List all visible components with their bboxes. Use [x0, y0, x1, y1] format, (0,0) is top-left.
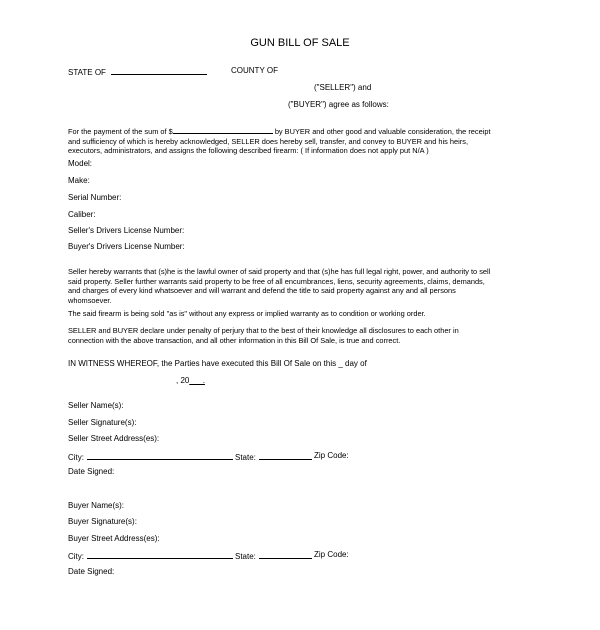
buyer-city-label: City:	[68, 552, 84, 561]
buyer-state-label: State:	[235, 552, 256, 561]
buyer-state-row	[235, 550, 312, 562]
state-row	[68, 66, 207, 78]
payment-paragraph	[68, 125, 528, 156]
payment-line-1	[68, 125, 528, 137]
field-model: Model:	[68, 159, 93, 168]
state-label: STATE OF	[68, 68, 106, 77]
payment-line-1-rest: by BUYER and other good and valuable consideration, the receipt	[272, 127, 491, 136]
seller-city-label: City:	[68, 453, 84, 462]
buyer-date-label: Date Signed:	[68, 567, 115, 576]
warranty-line-2: said property. Seller further warrants said property to be free of all encumbrances, liens, security agreements, claims, demands,	[68, 276, 485, 286]
seller-state-label: State:	[235, 453, 256, 462]
warranty-line-3: and charges of every kind whatsoever and will warrant and defend the title to said property against any and all persons	[68, 286, 456, 296]
seller-signature-label: Seller Signature(s):	[68, 418, 137, 427]
as-is-clause: The said firearm is being sold "as is" without any express or implied warranty as to condition or working order.	[68, 309, 426, 318]
county-label: COUNTY OF	[231, 66, 278, 75]
witness-year-prefix: , 20	[176, 376, 190, 385]
witness-year-line	[176, 376, 205, 386]
field-serial-number: Serial Number:	[68, 193, 122, 202]
warranty-line-4: whomsoever.	[68, 295, 112, 305]
seller-state-row	[235, 451, 312, 463]
field-buyer-license: Buyer's Drivers License Number:	[68, 242, 185, 251]
seller-address-label: Seller Street Address(es):	[68, 434, 160, 443]
payment-line-2: and sufficiency of which is hereby acknowledged, SELLER does hereby sell, transfer, and convey to BUYER and his heirs,	[68, 136, 468, 146]
document-title: GUN BILL OF SALE	[250, 37, 350, 49]
payment-amount-blank[interactable]	[173, 125, 273, 134]
buyer-city-row	[68, 550, 233, 562]
buyer-state-blank[interactable]	[259, 550, 312, 559]
witness-line: IN WITNESS WHEREOF, the Parties have executed this Bill Of Sale on this _ day of	[68, 359, 367, 368]
seller-name-label: Seller Name(s):	[68, 401, 124, 410]
seller-zip-label: Zip Code:	[314, 451, 349, 460]
buyer-zip-label: Zip Code:	[314, 550, 349, 559]
state-blank[interactable]	[111, 66, 207, 75]
field-caliber: Caliber:	[68, 210, 96, 219]
seller-party-line: ("SELLER") and	[314, 83, 372, 92]
buyer-name-label: Buyer Name(s):	[68, 501, 125, 510]
buyer-city-blank[interactable]	[87, 550, 233, 559]
declaration-line-2: connection with the above transaction, and all other information in this Bill Of Sale, is true and correct.	[68, 335, 401, 345]
seller-city-blank[interactable]	[87, 451, 233, 460]
buyer-address-label: Buyer Street Address(es):	[68, 534, 160, 543]
buyer-party-line: ("BUYER") agree as follows:	[288, 100, 389, 109]
seller-state-blank[interactable]	[259, 451, 312, 460]
declaration-paragraph	[68, 326, 528, 345]
seller-city-row	[68, 451, 233, 463]
buyer-signature-label: Buyer Signature(s):	[68, 517, 137, 526]
warranty-line-1: Seller hereby warrants that (s)he is the lawful owner of said property and that (s)he has full legal right, power, and authority to sell	[68, 267, 491, 276]
declaration-line-1: SELLER and BUYER declare under penalty of perjury that to the best of their knowledge all disclosures to each other in	[68, 326, 459, 335]
field-make: Make:	[68, 176, 90, 185]
warranty-paragraph	[68, 267, 528, 305]
field-seller-license: Seller's Drivers License Number:	[68, 226, 185, 235]
payment-line-3: executors, administrators, and assigns the following described firearm: ( If information does not apply put N/A )	[68, 146, 429, 156]
seller-date-label: Date Signed:	[68, 467, 115, 476]
witness-year-blank[interactable]: ___.	[189, 376, 205, 385]
payment-prefix: For the payment of the sum of $	[68, 127, 173, 136]
